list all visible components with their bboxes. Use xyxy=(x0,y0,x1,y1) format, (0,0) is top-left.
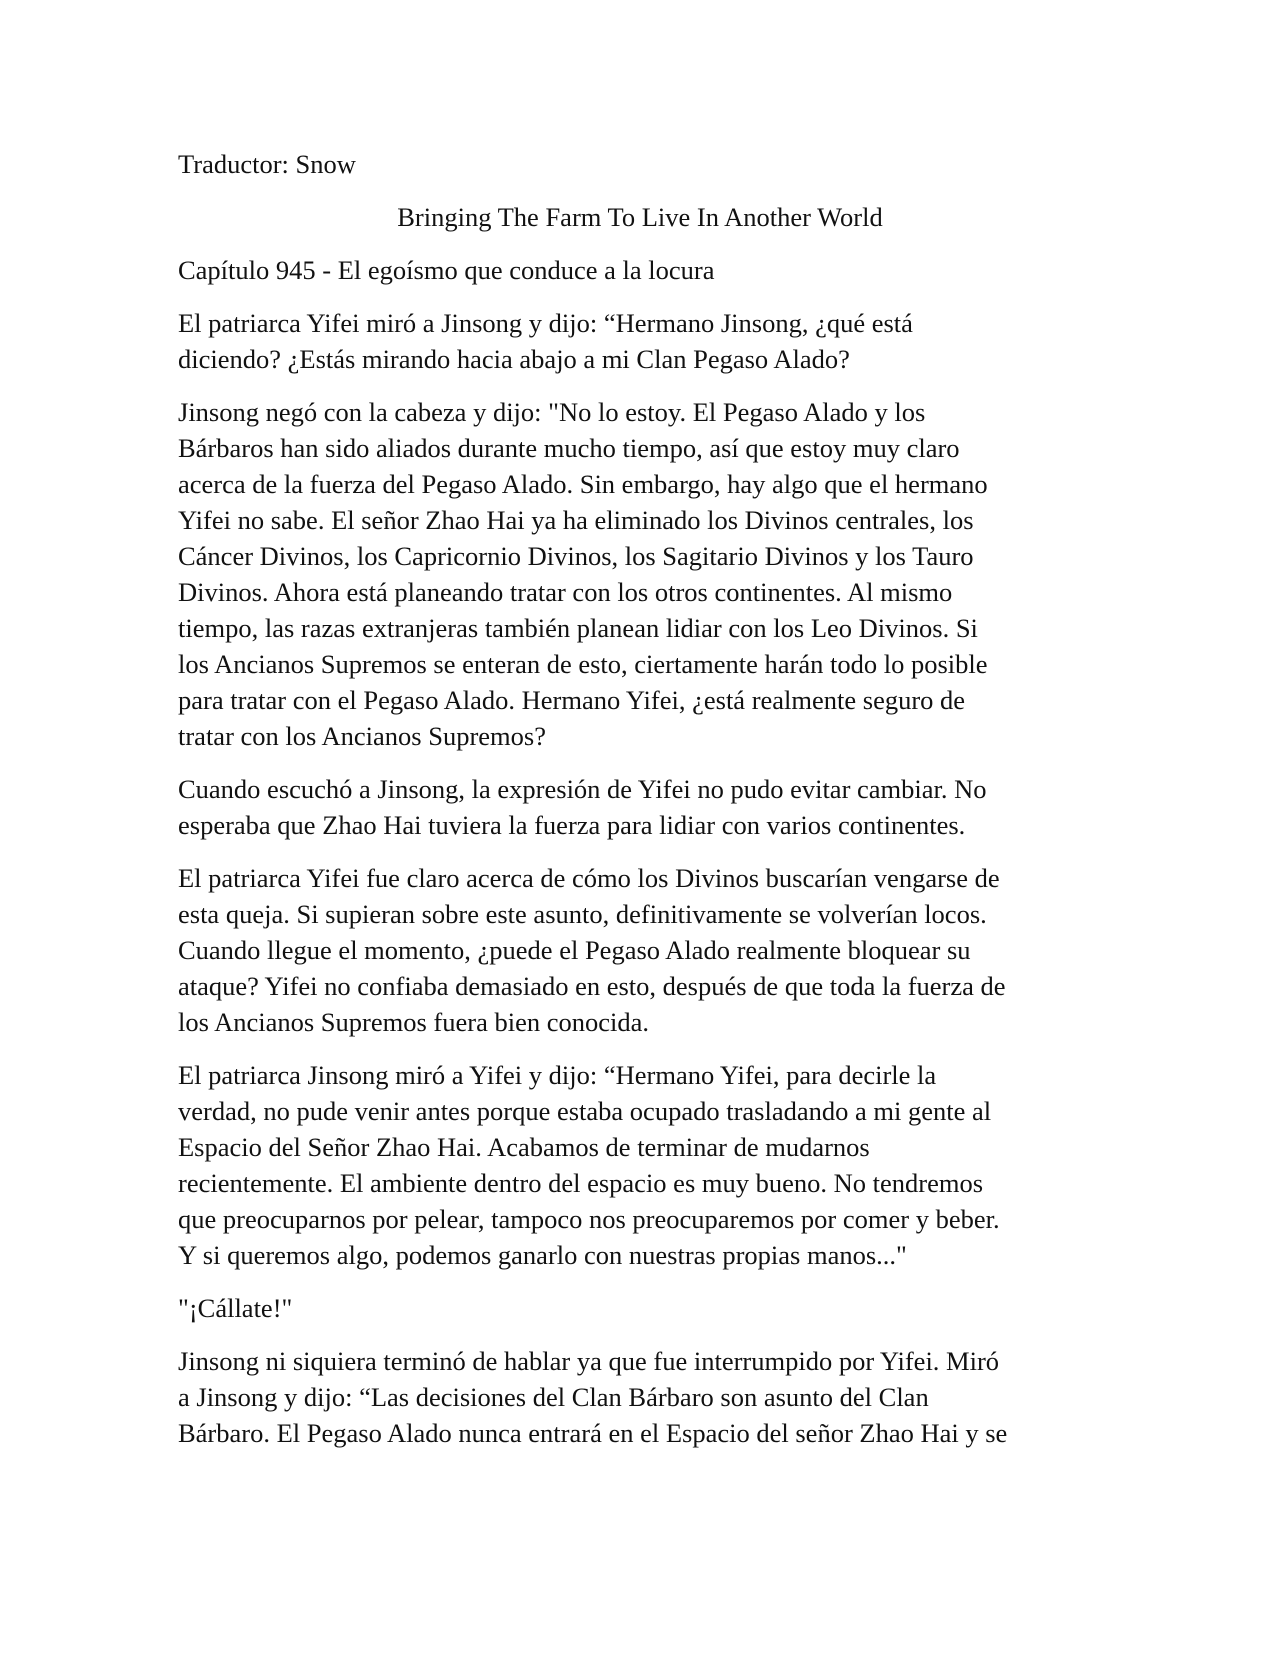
text-line: Jinsong ni siquiera terminó de hablar ya que fue interrumpido por Yifei. Miró xyxy=(178,1346,1000,1376)
text-line: verdad, no pude venir antes porque estaba ocupado trasladando a mi gente al xyxy=(178,1096,992,1126)
text-line: Cuando llegue el momento, ¿puede el Pegaso Alado realmente bloquear su xyxy=(178,935,971,965)
text-line: ataque? Yifei no confiaba demasiado en esto, después de que toda la fuerza de xyxy=(178,971,1006,1001)
paragraph-1 xyxy=(178,305,1102,377)
paragraph-4 xyxy=(178,860,1102,1040)
text-line: recientemente. El ambiente dentro del espacio es muy bueno. No tendremos xyxy=(178,1168,984,1198)
text-line: diciendo? ¿Estás mirando hacia abajo a mi Clan Pegaso Alado? xyxy=(178,344,850,374)
text-line: El patriarca Yifei miró a Jinsong y dijo: “Hermano Jinsong, ¿qué está xyxy=(178,308,913,338)
novel-title: Bringing The Farm To Live In Another World xyxy=(397,202,883,232)
text-line: esperaba que Zhao Hai tuviera la fuerza para lidiar con varios continentes. xyxy=(178,810,966,840)
text-line: los Ancianos Supremos se enteran de esto, ciertamente harán todo lo posible xyxy=(178,649,988,679)
text-line: para tratar con el Pegaso Alado. Hermano Yifei, ¿está realmente seguro de xyxy=(178,685,966,715)
text-line: acerca de la fuerza del Pegaso Alado. Sin embargo, hay algo que el hermano xyxy=(178,469,988,499)
chapter-heading: Capítulo 945 - El egoísmo que conduce a la locura xyxy=(178,255,715,285)
text-line: Y si queremos algo, podemos ganarlo con nuestras propias manos..." xyxy=(178,1240,907,1270)
text-line: Bárbaros han sido aliados durante mucho tiempo, así que estoy muy claro xyxy=(178,433,960,463)
paragraph-7 xyxy=(178,1343,1102,1451)
text-line: Jinsong negó con la cabeza y dijo: "No lo estoy. El Pegaso Alado y los xyxy=(178,397,926,427)
text-line: Cuando escuchó a Jinsong, la expresión de Yifei no pudo evitar cambiar. No xyxy=(178,774,987,804)
paragraph-3 xyxy=(178,771,1102,843)
document-body xyxy=(178,146,1102,1468)
text-line: tiempo, las razas extranjeras también planean lidiar con los Leo Divinos. Si xyxy=(178,613,978,643)
text-line: El patriarca Jinsong miró a Yifei y dijo: “Hermano Yifei, para decirle la xyxy=(178,1060,937,1090)
paragraph-6 xyxy=(178,1290,1102,1326)
text-line: que preocuparnos por pelear, tampoco nos preocuparemos por comer y beber. xyxy=(178,1204,1000,1234)
paragraph-2 xyxy=(178,394,1102,754)
text-line: El patriarca Yifei fue claro acerca de cómo los Divinos buscarían vengarse de xyxy=(178,863,1000,893)
text-line: Espacio del Señor Zhao Hai. Acabamos de terminar de mudarnos xyxy=(178,1132,870,1162)
text-line: a Jinsong y dijo: “Las decisiones del Clan Bárbaro son asunto del Clan xyxy=(178,1382,929,1412)
text-line: Bárbaro. El Pegaso Alado nunca entrará en el Espacio del señor Zhao Hai y se xyxy=(178,1418,1008,1448)
text-line: Cáncer Divinos, los Capricornio Divinos, los Sagitario Divinos y los Tauro xyxy=(178,541,974,571)
translator-credit: Traductor: Snow xyxy=(178,149,356,179)
text-line: Divinos. Ahora está planeando tratar con los otros continentes. Al mismo xyxy=(178,577,953,607)
text-line: tratar con los Ancianos Supremos? xyxy=(178,721,546,751)
text-line: "¡Cállate!" xyxy=(178,1293,293,1323)
text-line: esta queja. Si supieran sobre este asunto, definitivamente se volverían locos. xyxy=(178,899,987,929)
paragraph-5 xyxy=(178,1057,1102,1273)
text-line: los Ancianos Supremos fuera bien conocida. xyxy=(178,1007,649,1037)
text-line: Yifei no sabe. El señor Zhao Hai ya ha eliminado los Divinos centrales, los xyxy=(178,505,974,535)
